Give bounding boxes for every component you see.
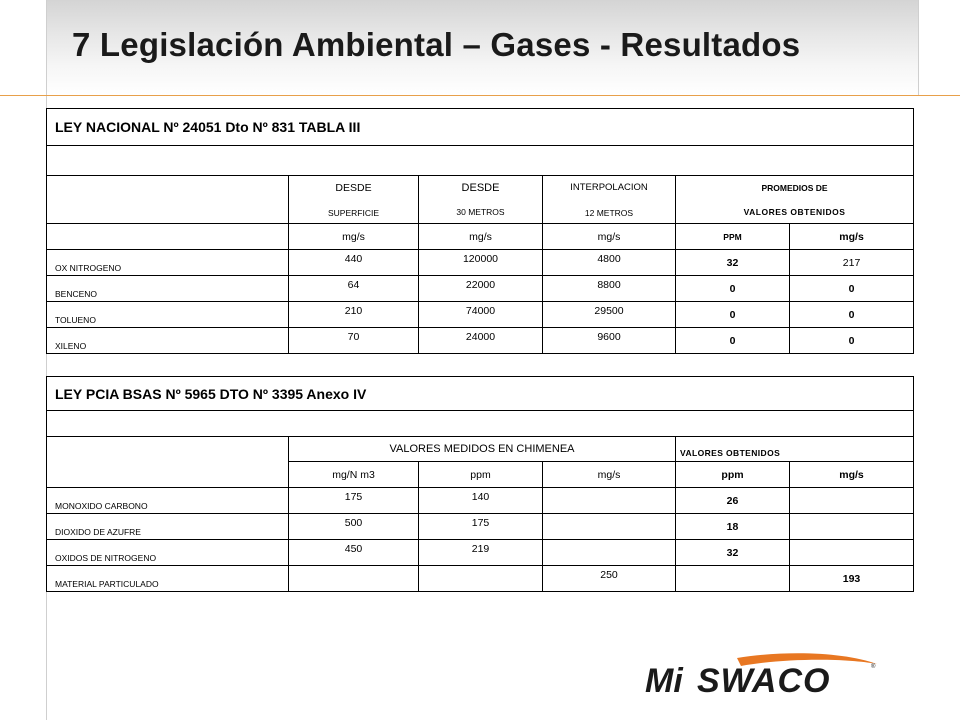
value-cell: 175 (289, 488, 419, 514)
unit-cell: mg/s (419, 224, 543, 250)
orange-divider (0, 95, 960, 96)
row-label: DIOXIDO DE AZUFRE (47, 514, 289, 540)
table2-blank-row (47, 411, 914, 437)
value-cell: 120000 (419, 250, 543, 276)
value-cell: 9600 (543, 328, 676, 354)
unit-cell: ppm (419, 462, 543, 488)
table1-units-empty (47, 224, 289, 250)
value-cell (790, 488, 914, 514)
value-cell: 250 (543, 566, 676, 592)
table-row (47, 514, 914, 540)
ley-pcia-table (46, 376, 914, 592)
value-cell: 0 (790, 328, 914, 354)
row-label: MATERIAL PARTICULADO (47, 566, 289, 592)
ley-nacional-table (46, 108, 914, 354)
table-row (47, 488, 914, 514)
header-30-metros: 30 METROS (456, 207, 505, 217)
row-label: TOLUENO (47, 302, 289, 328)
logo-swaco: SWACO (697, 662, 831, 697)
unit-cell: mg/s (289, 224, 419, 250)
header-valores-obtenidos-2: VALORES OBTENIDOS (676, 437, 914, 462)
unit-cell: mg/s (543, 462, 676, 488)
row-label: OX NITROGENO (47, 250, 289, 276)
unit-cell: PPM (676, 224, 790, 250)
value-cell: 32 (676, 540, 790, 566)
table2-header-empty (47, 437, 289, 488)
value-cell (543, 540, 676, 566)
header-12-metros: 12 METROS (584, 207, 634, 218)
value-cell: 140 (419, 488, 543, 514)
row-label: BENCENO (47, 276, 289, 302)
row-label: OXIDOS DE NITROGENO (47, 540, 289, 566)
table1-header-col2 (419, 176, 543, 224)
header-promedios-de: PROMEDIOS DE (761, 182, 828, 193)
unit-cell: mg/N m3 (289, 462, 419, 488)
value-cell: 450 (289, 540, 419, 566)
value-cell: 64 (289, 276, 419, 302)
value-cell: 0 (676, 302, 790, 328)
value-cell: 0 (676, 328, 790, 354)
value-cell: 440 (289, 250, 419, 276)
value-cell: 219 (419, 540, 543, 566)
table1-header-promedios (676, 176, 914, 224)
logo-trademark: ® (871, 664, 876, 670)
table-row (47, 540, 914, 566)
value-cell: 8800 (543, 276, 676, 302)
table1-header-empty (47, 176, 289, 224)
header-superficie: SUPERFICIE (327, 207, 379, 218)
header-valores-medidos: VALORES MEDIDOS EN CHIMENEA (289, 437, 676, 462)
value-cell: 26 (676, 488, 790, 514)
value-cell: 24000 (419, 328, 543, 354)
value-cell (289, 566, 419, 592)
value-cell: 29500 (543, 302, 676, 328)
value-cell (543, 514, 676, 540)
value-cell (419, 566, 543, 592)
value-cell: 193 (790, 566, 914, 592)
value-cell: 0 (790, 276, 914, 302)
value-cell (790, 540, 914, 566)
mi-swaco-logo (645, 652, 880, 697)
value-cell: 217 (790, 250, 914, 276)
row-label: MONOXIDO CARBONO (47, 488, 289, 514)
table1-header-col3 (543, 176, 676, 224)
unit-cell: mg/s (790, 224, 914, 250)
value-cell: 210 (289, 302, 419, 328)
header-interpolacion: INTERPOLACION (570, 181, 648, 193)
table2-title: LEY PCIA BSAS Nº 5965 DTO Nº 3395 Anexo IV (47, 377, 914, 411)
unit-cell: ppm (676, 462, 790, 488)
table1-blank-row (47, 146, 914, 176)
value-cell: 0 (676, 276, 790, 302)
table-row (47, 302, 914, 328)
value-cell (676, 566, 790, 592)
header-valores-obtenidos: VALORES OBTENIDOS (743, 206, 846, 217)
table-row (47, 566, 914, 592)
value-cell: 4800 (543, 250, 676, 276)
unit-cell: mg/s (790, 462, 914, 488)
value-cell (790, 514, 914, 540)
table-row (47, 276, 914, 302)
right-rule (918, 0, 919, 95)
value-cell: 74000 (419, 302, 543, 328)
header-desde: DESDE (335, 181, 372, 194)
value-cell: 500 (289, 514, 419, 540)
slide-title: 7 Legislación Ambiental – Gases - Resultados (72, 26, 801, 63)
value-cell: 22000 (419, 276, 543, 302)
value-cell: 70 (289, 328, 419, 354)
value-cell: 175 (419, 514, 543, 540)
table1-title: LEY NACIONAL Nº 24051 Dto Nº 831 TABLA III (47, 109, 914, 146)
row-label: XILENO (47, 328, 289, 354)
value-cell (543, 488, 676, 514)
table-row (47, 328, 914, 354)
value-cell: 32 (676, 250, 790, 276)
header-desde-2: DESDE (461, 182, 500, 194)
table-row (47, 250, 914, 276)
value-cell: 18 (676, 514, 790, 540)
logo-mi: Mi (645, 662, 683, 697)
table1-header-col1 (289, 176, 419, 224)
value-cell: 0 (790, 302, 914, 328)
unit-cell: mg/s (543, 224, 676, 250)
